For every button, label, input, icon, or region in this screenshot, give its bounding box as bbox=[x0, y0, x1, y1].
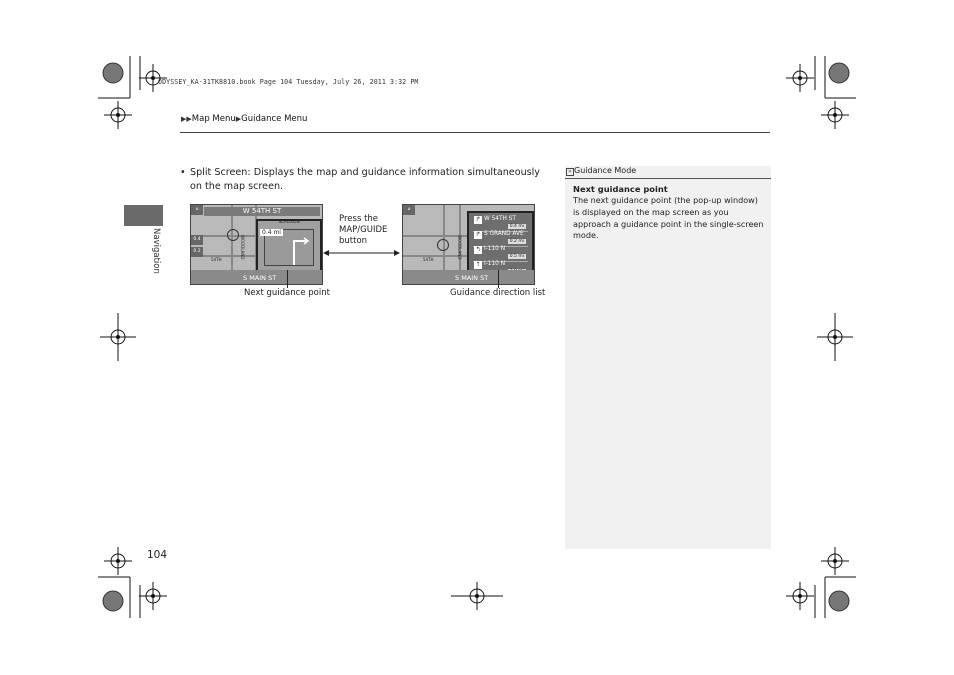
compass-icon bbox=[227, 229, 239, 241]
press-instruction: Press the MAP/GUIDE button bbox=[339, 214, 388, 246]
map-label: 0.4 bbox=[191, 235, 203, 245]
section-tab-label: Navigation bbox=[151, 228, 161, 274]
map-label: WOODLAND bbox=[457, 235, 462, 260]
caption-next-guidance-point: Next guidance point bbox=[244, 288, 330, 298]
left-turn-icon: ↰ bbox=[475, 246, 481, 253]
bullet-term: Split Screen: bbox=[190, 167, 251, 178]
breadcrumb-arrow-icon: ▶ bbox=[235, 115, 242, 123]
map-label: WOODLAND bbox=[240, 235, 245, 260]
callout-line bbox=[498, 270, 499, 288]
sidebar-body: The next guidance point (the pop-up window) is displayed on the map screen as you approach a guidance point in the single-screen mode. bbox=[573, 195, 764, 241]
section-tab bbox=[124, 205, 163, 226]
list-item: ↰ I-110 N 0.5 mi bbox=[473, 245, 528, 262]
caption-guidance-direction-list: Guidance direction list bbox=[450, 288, 546, 298]
bullet-description: Displays the map and guidance information simultaneously on the map screen. bbox=[190, 167, 540, 192]
double-chevron-icon: » bbox=[566, 168, 574, 176]
top-street-label: W 54TH ST bbox=[204, 207, 320, 216]
sidebar-title: Next guidance point bbox=[573, 184, 668, 194]
list-item: ↱ W 54TH ST 0.4 mi bbox=[473, 215, 528, 232]
guidance-popup bbox=[256, 219, 322, 274]
double-arrow-icon bbox=[323, 248, 400, 258]
map-label: 54TH bbox=[423, 257, 434, 262]
screen-guidance-list: ⌂ WOODLAND 54TH ↱ W 54TH ST 0.4 mi ↱ S GRAND AVE 0.2 mi ↰ I-110 N 0.5 mi ↑ I-110 N S MAIN ST bbox=[402, 204, 535, 285]
sidebar-heading: Guidance Mode bbox=[574, 166, 637, 175]
list-item: ↱ S GRAND AVE 0.2 mi bbox=[473, 230, 528, 247]
breadcrumb-item-map-menu[interactable]: Map Menu bbox=[191, 114, 236, 124]
guidance-direction-list bbox=[467, 211, 534, 277]
bullet-item bbox=[180, 166, 540, 193]
bottom-street-label: S MAIN ST bbox=[455, 274, 489, 282]
screen-next-guidance: ⌂ 0.4 0.2 W 54TH ST WOODLAND 54TH SLAUSON 0.4 mi S MAIN ST bbox=[190, 204, 323, 285]
header-rule bbox=[180, 132, 770, 133]
breadcrumb-item-guidance-menu[interactable]: Guidance Menu bbox=[241, 114, 308, 124]
map-label: 0.2 bbox=[191, 247, 203, 257]
callout-line bbox=[287, 270, 288, 288]
route-arrow-icon bbox=[278, 235, 312, 267]
breadcrumb-arrow-icon: ▶▶ bbox=[181, 115, 192, 123]
popup-distance: 0.4 mi bbox=[262, 229, 281, 236]
page-number: 104 bbox=[147, 549, 168, 561]
compass-icon bbox=[437, 239, 449, 251]
right-turn-icon: ↱ bbox=[475, 231, 481, 238]
breadcrumb bbox=[181, 114, 307, 124]
map-label: 54TH bbox=[211, 257, 222, 262]
straight-icon: ↑ bbox=[475, 261, 481, 268]
bottom-street-label: S MAIN ST bbox=[243, 274, 277, 282]
list-item: ↑ I-110 N bbox=[473, 260, 528, 276]
popup-street: SLAUSON bbox=[278, 220, 300, 225]
right-turn-icon: ↱ bbox=[475, 216, 481, 223]
bullet-icon: • bbox=[180, 167, 186, 178]
print-header: ODYSSEY_KA-31TK8810.book Page 104 Tuesday, July 26, 2011 3:32 PM bbox=[158, 78, 419, 86]
